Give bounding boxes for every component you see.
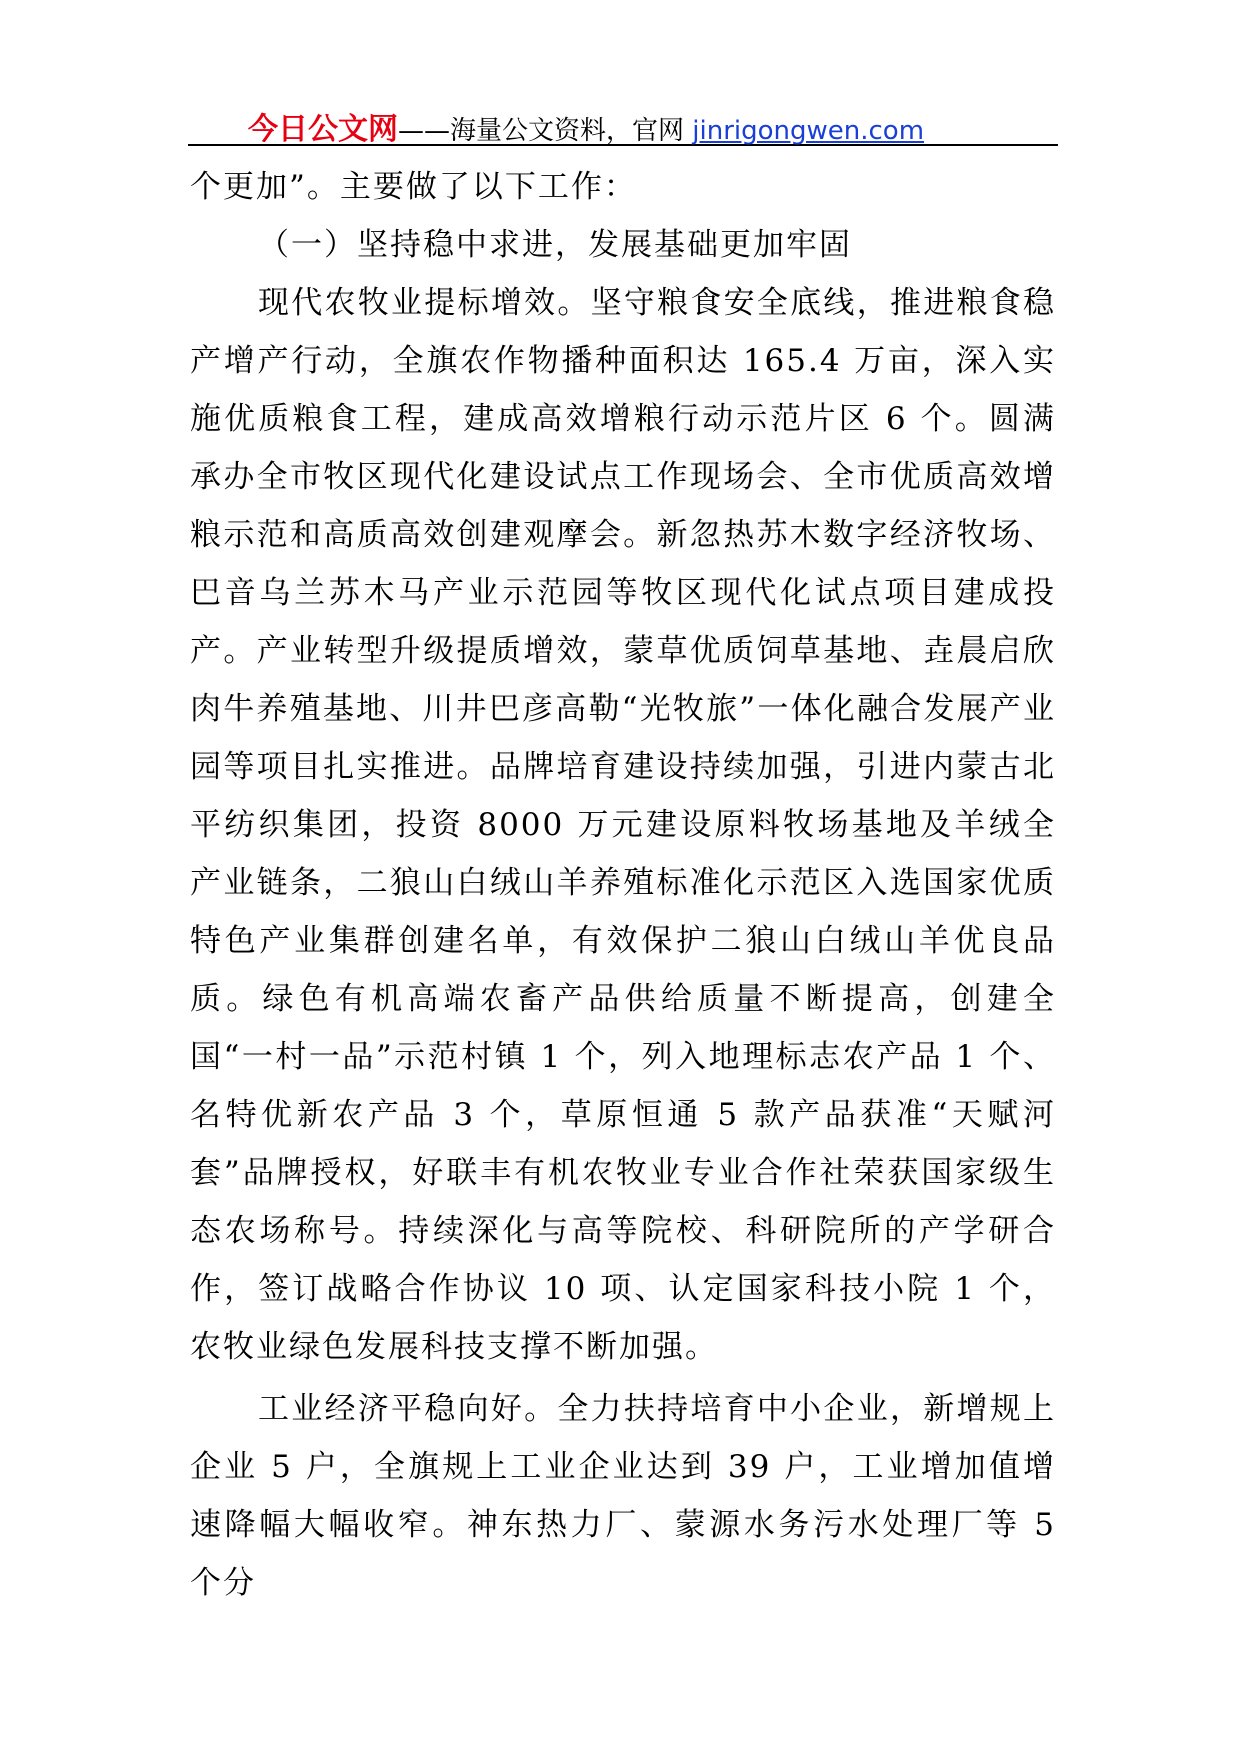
paragraph-industry: 工业经济平稳向好。全力扶持培育中小企业，新增规上企业 5 户，全旗规上工业企业达到 39 户，工业增加值增速降幅大幅收窄。神东热力厂、蒙源水务污水处理厂等 5 个分 [190, 1391, 1056, 1601]
paragraph-agriculture: 现代农牧业提标增效。坚守粮食安全底线，推进粮食稳产增产行动，全旗农作物播种面积达 165.4 万亩，深入实施优质粮食工程，建成高效增粮行动示范片区 6 个。圆满承办全市牧区现代化建设试点工作现场会、全市优质高效增粮示范和高质高效创建观摩会。新忽热苏木数字经济牧场、巴音乌兰苏木马产业示范园等牧区现代化试点项目建成投产。产业转型升级提质增效，蒙草优质饲草基地、垚晨启欣肉牛养殖基地、川井巴彦高勒“光牧旅”一体化融合发展产业园等项目扎实推进。品牌培育建设持续加强，引进内蒙古北平纺织集团，投资 8000 万元建设原料牧场基地及羊绒全产业链条，二狼山白绒山羊养殖标准化示范区入选国家优质特色产业集群创建名单，有效保护二狼山白绒山羊优良品质。绿色有机高端农畜产品供给质量不断提高，创建全国“一村一品”示范村镇 1 个，列入地理标志农产品 1 个、名特优新农产品 3 个，草原恒通 5 款产品获准“天赋河套”品牌授权，好联丰有机农牧业专业合作社荣获国家级生态农场称号。持续深化与高等院校、科研院所的产学研合作，签订战略合作协议 10 项、认定国家科技小院 1 个，农牧业绿色发展科技支撑不断加强。 [190, 285, 1056, 1365]
document-body [190, 158, 1056, 1612]
section-heading: （一）坚持稳中求进，发展基础更加牢固 [258, 227, 852, 263]
site-tagline: ——海量公文资料，官网 [398, 116, 693, 146]
lead-line: 个更加”。主要做了以下工作： [190, 169, 637, 205]
header-line [248, 104, 924, 148]
site-brand: 今日公文网 [248, 112, 398, 147]
site-url-link[interactable]: jinrigongwen.com [692, 116, 925, 146]
site-header [188, 104, 1058, 146]
